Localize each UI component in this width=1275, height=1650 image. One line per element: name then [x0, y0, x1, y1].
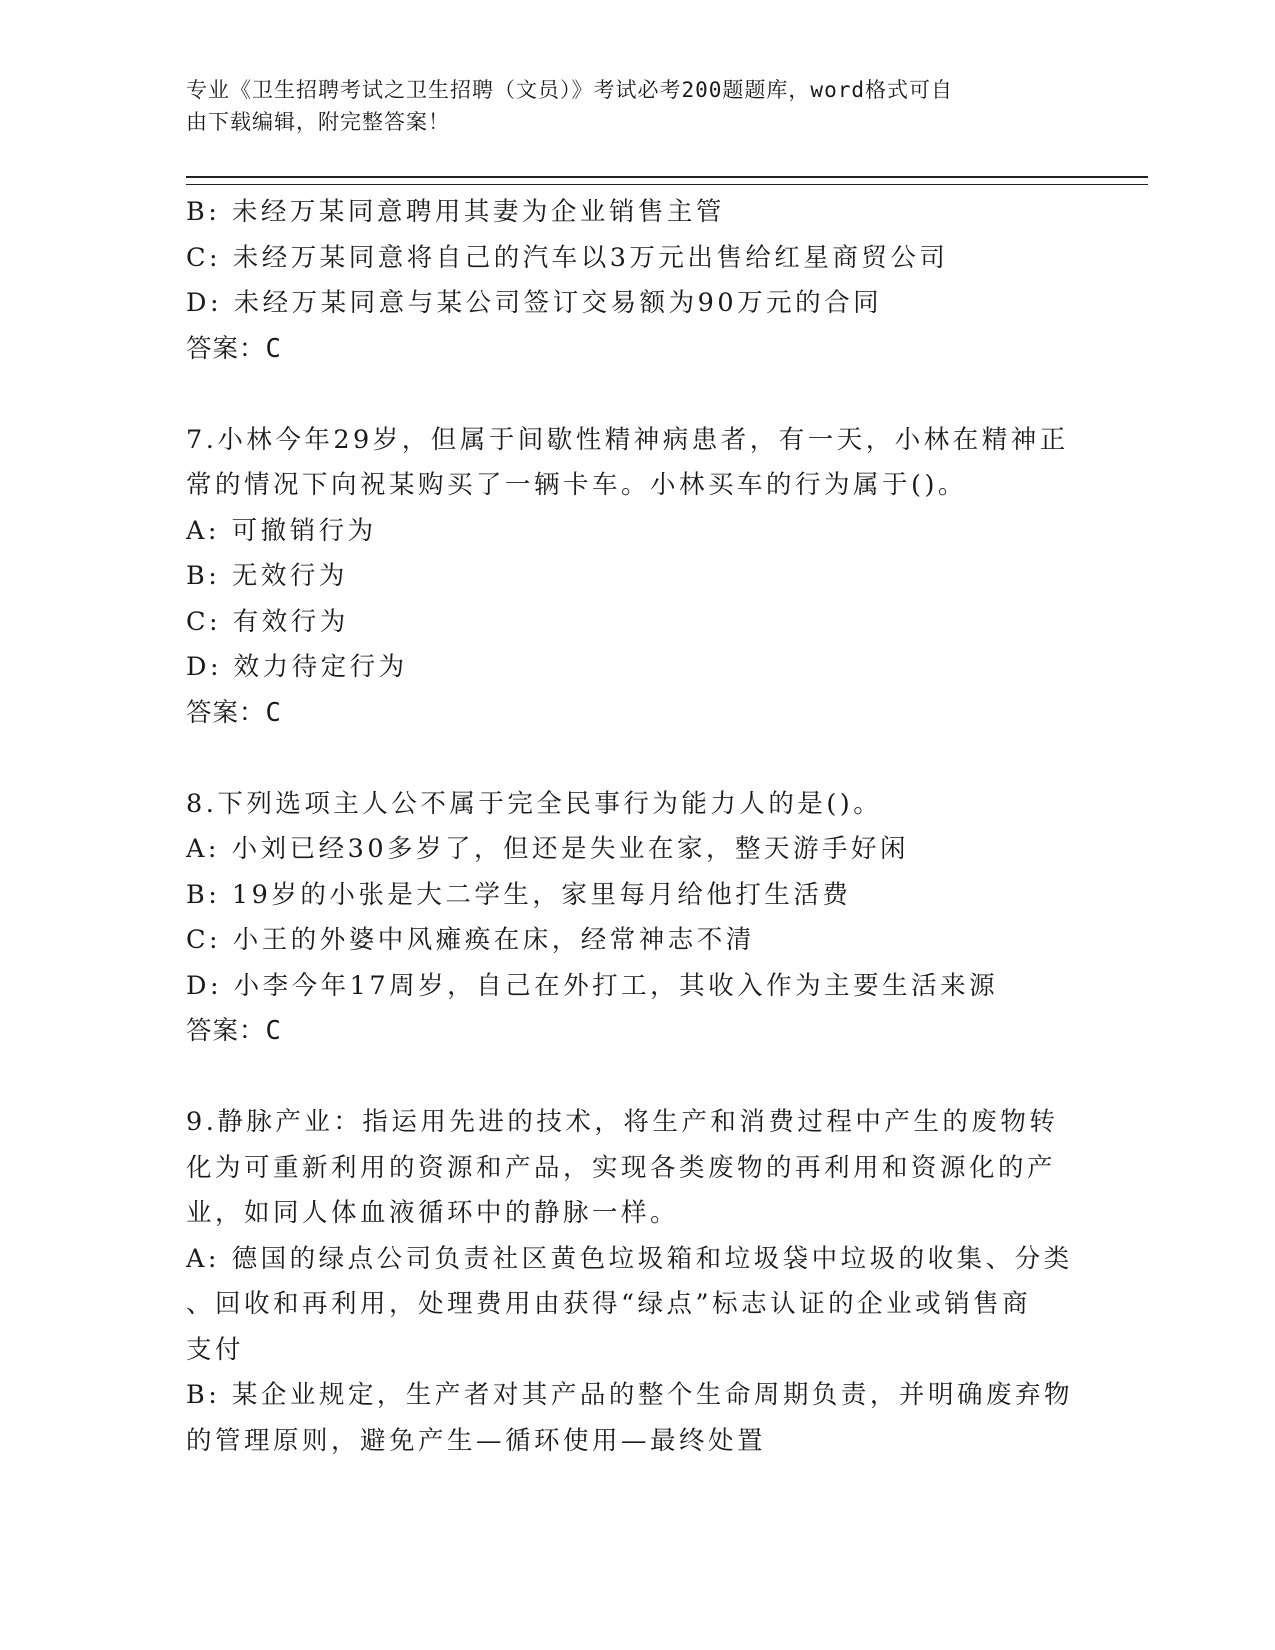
spacer [186, 372, 1086, 418]
header-divider [186, 176, 1148, 185]
q9-stem-line-1: 9.静脉产业：指运用先进的技术，将生产和消费过程中产生的废物转 [186, 1107, 1059, 1137]
q9-option-a-line-2: 、回收和再利用，处理费用由获得“绿点”标志认证的企业或销售商 [186, 1289, 1032, 1319]
q9-stem-line-2: 化为可重新利用的资源和产品，实现各类废物的再利用和资源化的产 [186, 1152, 1057, 1183]
q9-option-a-line-1: A: 德国的绿点公司负责社区黄色垃圾箱和垃圾袋中垃圾的收集、分类 [186, 1243, 1073, 1274]
question-6-options [186, 190, 1086, 372]
q8-stem-line-1: 8.下列选项主人公不属于完全民事行为能力人的是()。 [186, 788, 883, 819]
q7-stem-line-1: 7.小林今年29岁，但属于间歇性精神病患者，有一天，小林在精神正 [186, 424, 1069, 455]
q7-option-c: C: 有效行为 [186, 606, 349, 637]
q7-option-b: B: 无效行为 [186, 561, 348, 591]
q8-option-d: D: 小李今年17周岁，自己在外打工，其收入作为主要生活来源 [186, 970, 999, 1001]
q8-option-c: C: 小王的外婆中风瘫痪在床，经常神志不清 [186, 925, 755, 955]
q8-answer: 答案：C [186, 1016, 282, 1046]
q7-option-a: A: 可撤销行为 [186, 515, 377, 546]
q9-option-b-line-1: B: 某企业规定，生产者对其产品的整个生命周期负责，并明确废弃物 [186, 1380, 1073, 1410]
document-body [186, 190, 1086, 1464]
q6-option-b: B: 未经万某同意聘用其妻为企业销售主管 [186, 197, 725, 227]
q8-option-a: A: 小刘已经30多岁了，但还是失业在家，整天游手好闲 [186, 834, 910, 864]
q6-answer: 答案：C [186, 333, 282, 364]
header-line-2: 由下载编辑，附完整答案！ [186, 110, 450, 134]
q8-option-b: B: 19岁的小张是大二学生，家里每月给他打生活费 [186, 879, 852, 910]
q7-option-d: D: 效力待定行为 [186, 652, 408, 682]
question-9 [186, 1100, 1086, 1464]
q6-option-c: C: 未经万某同意将自己的汽车以3万元出售给红星商贸公司 [186, 242, 949, 273]
spacer [186, 1055, 1086, 1101]
q6-option-d: D: 未经万某同意与某公司签订交易额为90万元的合同 [186, 288, 883, 318]
page-header [186, 74, 1066, 138]
header-line-1: 专业《卫生招聘考试之卫生招聘（文员）》考试必考200题题库，word格式可自 [186, 78, 953, 102]
question-8 [186, 782, 1086, 1055]
q7-answer: 答案：C [186, 697, 282, 728]
question-7 [186, 418, 1086, 737]
q9-stem-line-3: 业，如同人体血液循环中的静脉一样。 [186, 1198, 680, 1228]
spacer [186, 736, 1086, 782]
q9-option-a-line-3: 支付 [186, 1334, 245, 1365]
q9-option-b-line-2: 的管理原则，避免产生—循环使用—最终处置 [186, 1425, 767, 1456]
q7-stem-line-2: 常的情况下向祝某购买了一辆卡车。小林买车的行为属于()。 [186, 470, 967, 500]
